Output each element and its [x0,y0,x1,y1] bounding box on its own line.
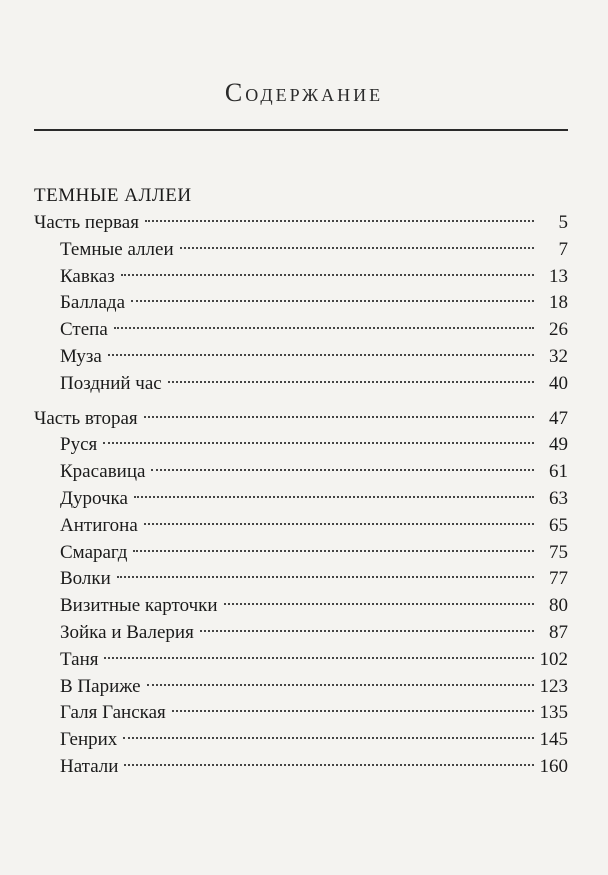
toc-entry-title: Руся [60,434,98,456]
toc-entry-title: Натали [60,755,119,777]
toc-page-number: 13 [549,265,568,287]
toc-page-number: 49 [549,434,568,456]
toc-entry-title: Визитные карточки [60,595,218,617]
title-rule [34,129,568,131]
dot-leader [180,247,534,249]
toc-entry [34,432,568,459]
toc-part-title: Часть вторая [34,407,138,429]
toc-page-number: 75 [549,541,568,563]
toc-entry [34,237,568,264]
toc-page-number: 7 [558,238,568,260]
dot-leader [114,327,534,329]
dot-leader [144,523,534,525]
dot-leader [151,469,534,471]
dot-leader [104,657,533,659]
toc-entry-title: В Париже [60,675,141,697]
toc-page-number: 135 [539,702,568,724]
toc-page-number: 65 [549,514,568,536]
toc-page-number: 160 [539,755,568,777]
toc-page-number: 26 [549,319,568,341]
toc-part [34,210,568,237]
dot-leader [145,220,534,222]
toc-entry-title: Антигона [60,514,138,536]
toc-entry [34,371,568,398]
toc-page-number: 145 [539,729,568,751]
dot-leader [144,416,534,418]
toc-page-number: 80 [549,595,568,617]
toc-entry [34,513,568,540]
toc-entry [34,647,568,674]
toc-entry-title: Волки [60,568,111,590]
toc-page-number: 102 [539,648,568,670]
toc-entry [34,486,568,513]
toc-entry-title: Кавказ [60,265,115,287]
dot-leader [200,630,534,632]
toc-page-number: 5 [558,212,568,233]
toc-entry [34,727,568,754]
toc-entry [34,700,568,727]
dot-leader [108,354,534,356]
dot-leader [124,764,533,766]
toc-entry-title: Дурочка [60,487,128,509]
dot-leader [121,274,534,276]
dot-leader [172,710,534,712]
toc-entry-title: Темные аллеи [60,238,174,260]
toc-entry-title: Смарагд [60,541,128,563]
toc-page-number: 63 [549,487,568,509]
toc-page-number: 61 [549,461,568,483]
toc-page-number: 77 [549,568,568,590]
toc-page-number: 87 [549,621,568,643]
toc-part [34,406,568,433]
toc-entry [34,674,568,701]
toc-entry-title: Таня [60,648,99,670]
dot-leader [224,603,534,605]
dot-leader [103,442,534,444]
toc-entry-title: Зойка и Валерия [60,621,194,643]
dot-leader [131,300,534,302]
page-title: Содержание [224,78,384,107]
section-title: ТЕМНЫЕ АЛЛЕИ [34,185,192,206]
toc-entry [34,290,568,317]
toc-entry [34,317,568,344]
toc-entry-title: Степа [60,319,108,341]
toc-entry [34,459,568,486]
toc-entry [34,264,568,291]
toc-part-title: Часть первая [34,212,139,233]
dot-leader [168,381,534,383]
toc-entry [34,754,568,781]
toc-entry [34,344,568,371]
dot-leader [147,684,534,686]
toc-entry-title: Генрих [60,729,118,751]
toc-entry-title: Муза [60,345,102,367]
toc-page-number: 40 [549,372,568,394]
toc-entry-title: Галя Ганская [60,702,166,724]
toc-entry-title: Красавица [60,461,146,483]
table-of-contents [34,210,568,781]
toc-entry [34,620,568,647]
dot-leader [123,737,533,739]
dot-leader [133,550,534,552]
toc-entry [34,540,568,567]
toc-entry-title: Баллада [60,292,126,314]
dot-leader [117,576,534,578]
toc-page-number: 47 [549,407,568,429]
toc-page-number: 123 [539,675,568,697]
toc-entry [34,593,568,620]
toc-page-number: 18 [549,292,568,314]
dot-leader [134,496,534,498]
toc-entry-title: Поздний час [60,372,162,394]
toc-page-number: 32 [549,345,568,367]
toc-entry [34,566,568,593]
